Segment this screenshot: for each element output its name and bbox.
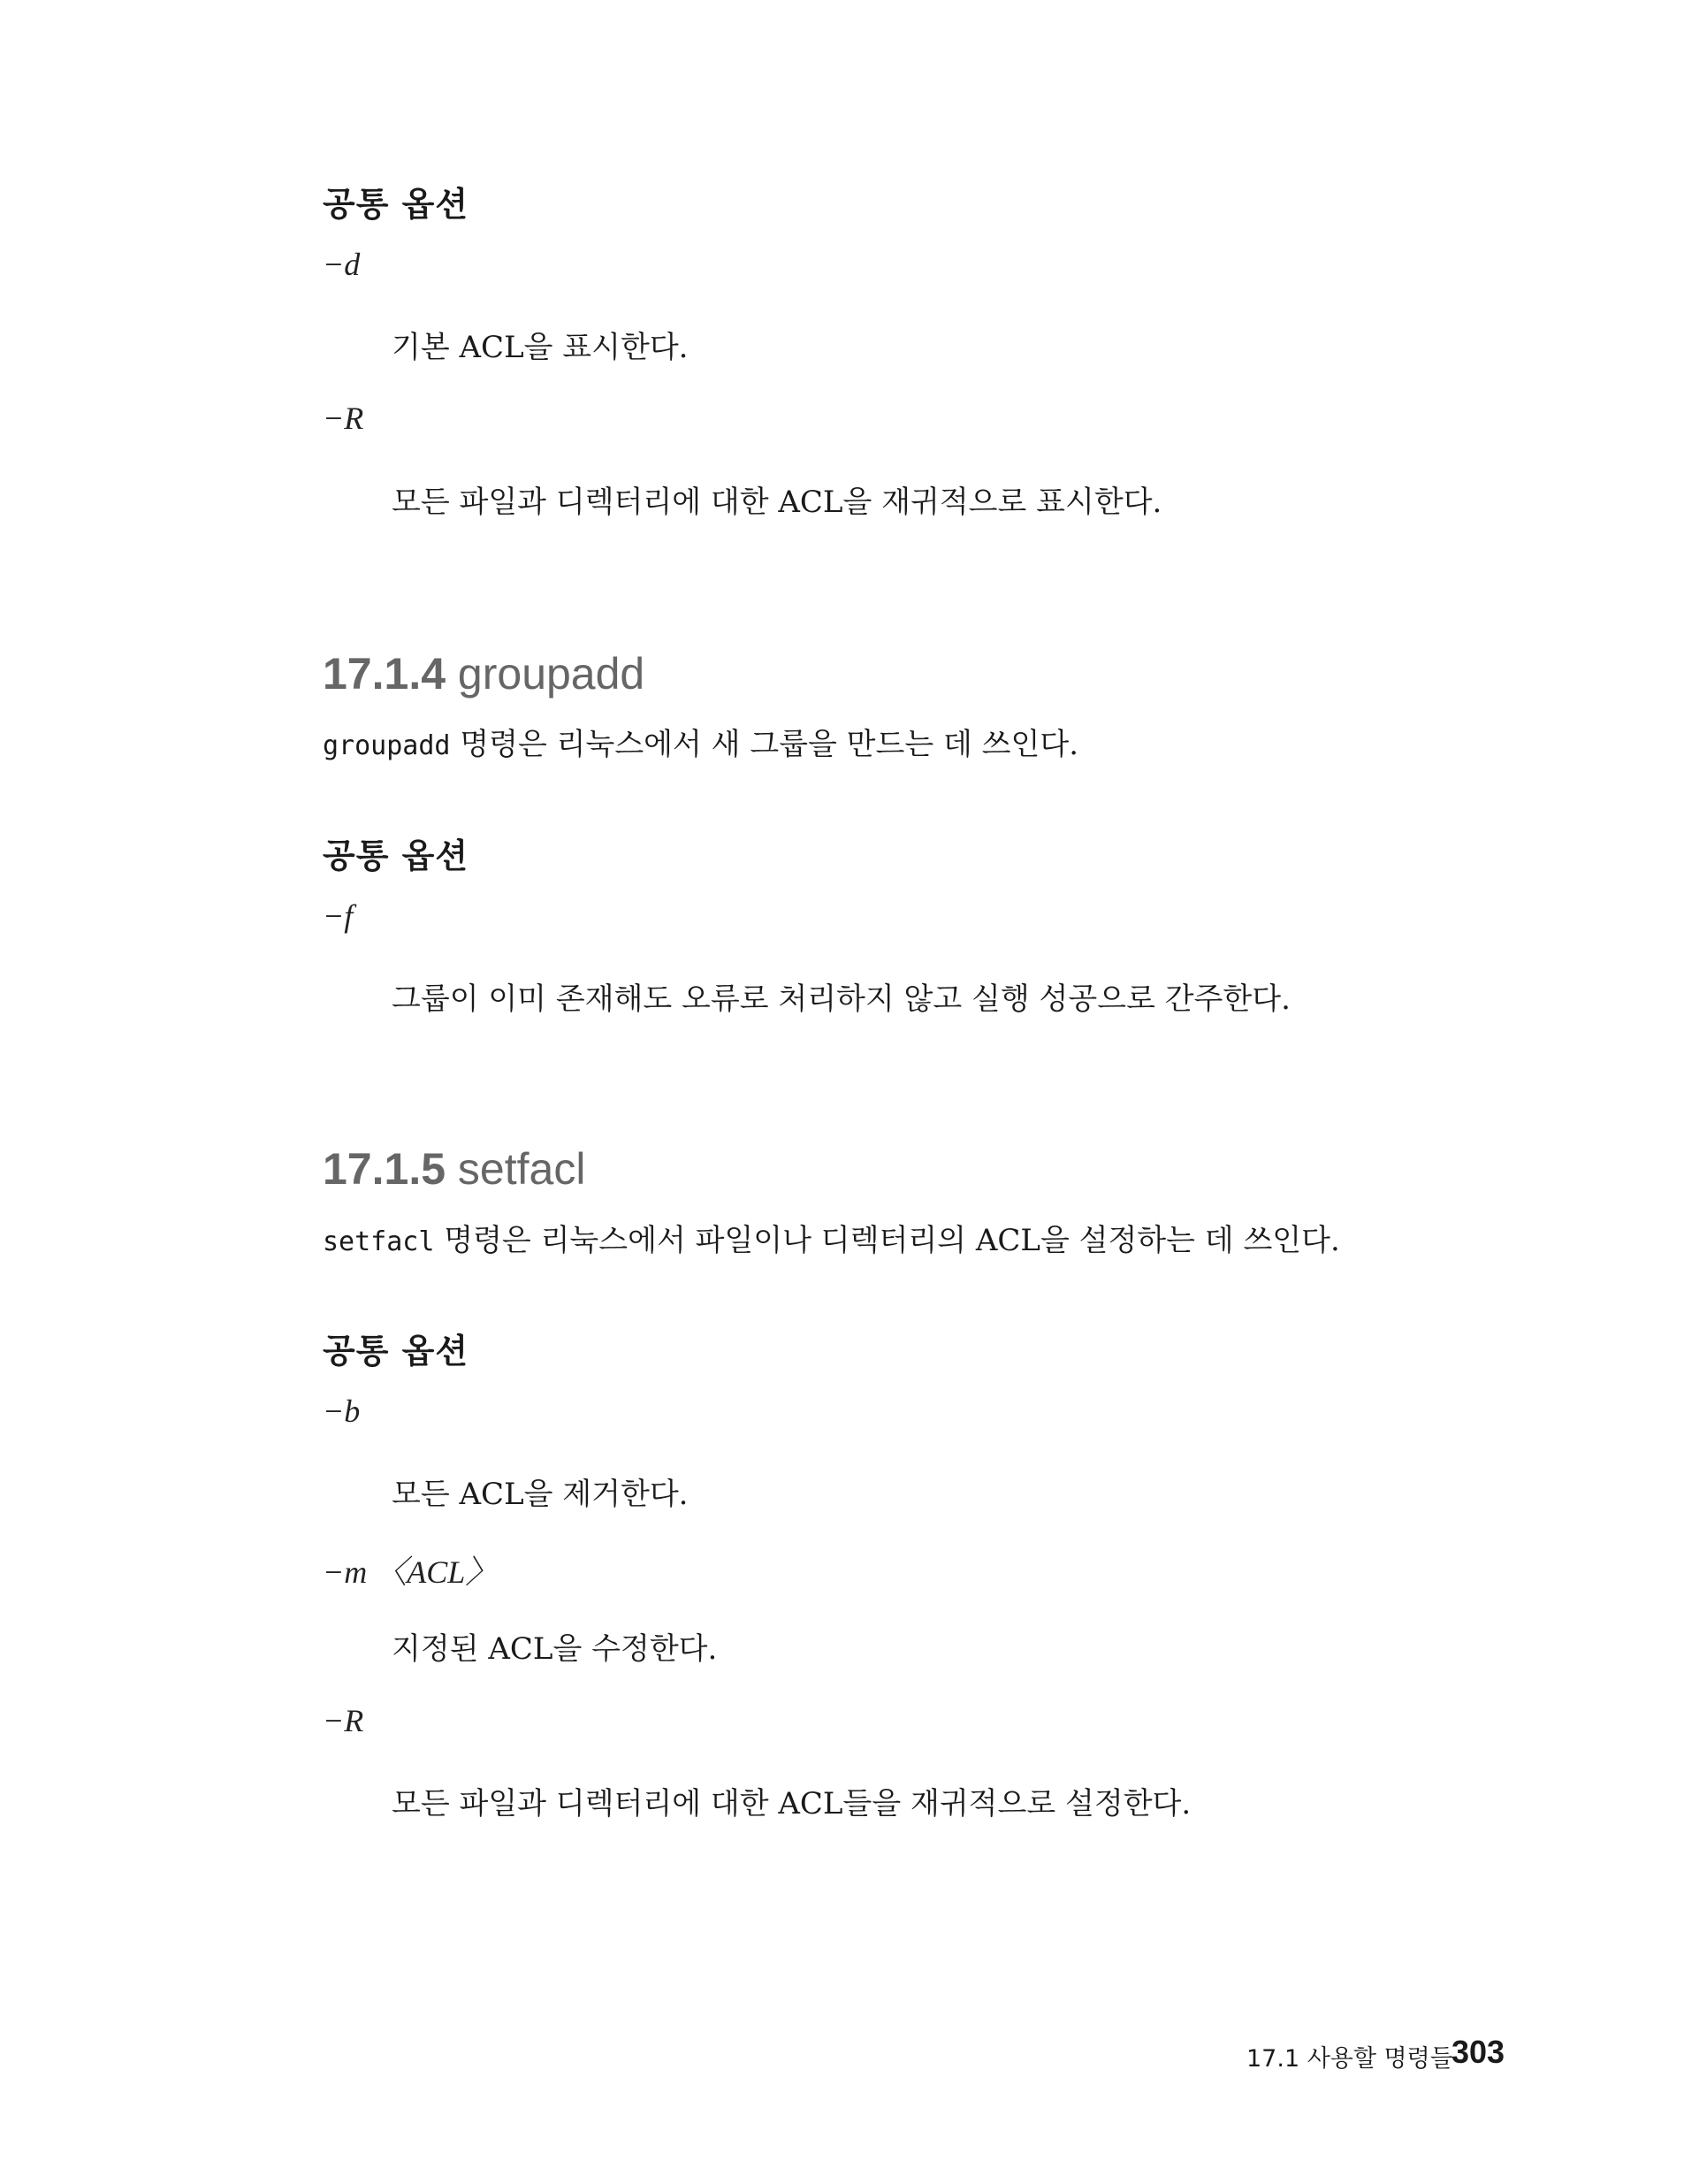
option-flag-b: −b: [323, 1394, 361, 1429]
command-name: setfacl: [323, 1226, 435, 1257]
option-desc-m: 지정된 ACL을 수정한다.: [392, 1631, 718, 1667]
section-name: groupadd: [457, 649, 645, 699]
option-desc-d: 기본 ACL을 표시한다.: [392, 330, 689, 365]
section-number: 17.1.4: [323, 649, 446, 699]
common-options-heading: 공통 옵션: [323, 1332, 469, 1371]
intro-text: 명령은 리눅스에서 파일이나 디렉터리의 ACL을 설정하는 데 쓰인다.: [434, 1223, 1340, 1258]
common-options-heading: 공통 옵션: [323, 836, 469, 875]
section-heading-groupadd: [323, 648, 644, 699]
option-flag-d: −d: [323, 247, 361, 282]
page-number: 303: [1451, 2034, 1505, 2070]
option-desc-R: 모든 파일과 디렉터리에 대한 ACL을 재귀적으로 표시한다.: [392, 485, 1162, 520]
section-name: setfacl: [457, 1144, 586, 1194]
command-name: groupadd: [323, 730, 451, 761]
option-flag-R: −R: [323, 1703, 364, 1738]
section-heading-setfacl: [323, 1143, 585, 1195]
running-footer-chapter: 17.1 사용할 명령들: [1246, 2045, 1453, 2073]
setfacl-intro: [323, 1216, 1340, 1259]
option-flag-m: −m 〈ACL〉: [323, 1554, 498, 1590]
option-desc-b: 모든 ACL을 제거한다.: [392, 1477, 689, 1512]
groupadd-intro: [323, 720, 1078, 763]
option-flag-R: −R: [323, 401, 364, 436]
option-flag-f: −f: [323, 898, 354, 934]
option-desc-R: 모든 파일과 디렉터리에 대한 ACL들을 재귀적으로 설정한다.: [392, 1786, 1192, 1821]
intro-text: 명령은 리눅스에서 새 그룹을 만드는 데 쓰인다.: [450, 727, 1078, 762]
option-desc-f: 그룹이 이미 존재해도 오류로 처리하지 않고 실행 성공으로 간주한다.: [392, 981, 1291, 1017]
common-options-heading: 공통 옵션: [323, 185, 469, 224]
section-number: 17.1.5: [323, 1144, 446, 1194]
